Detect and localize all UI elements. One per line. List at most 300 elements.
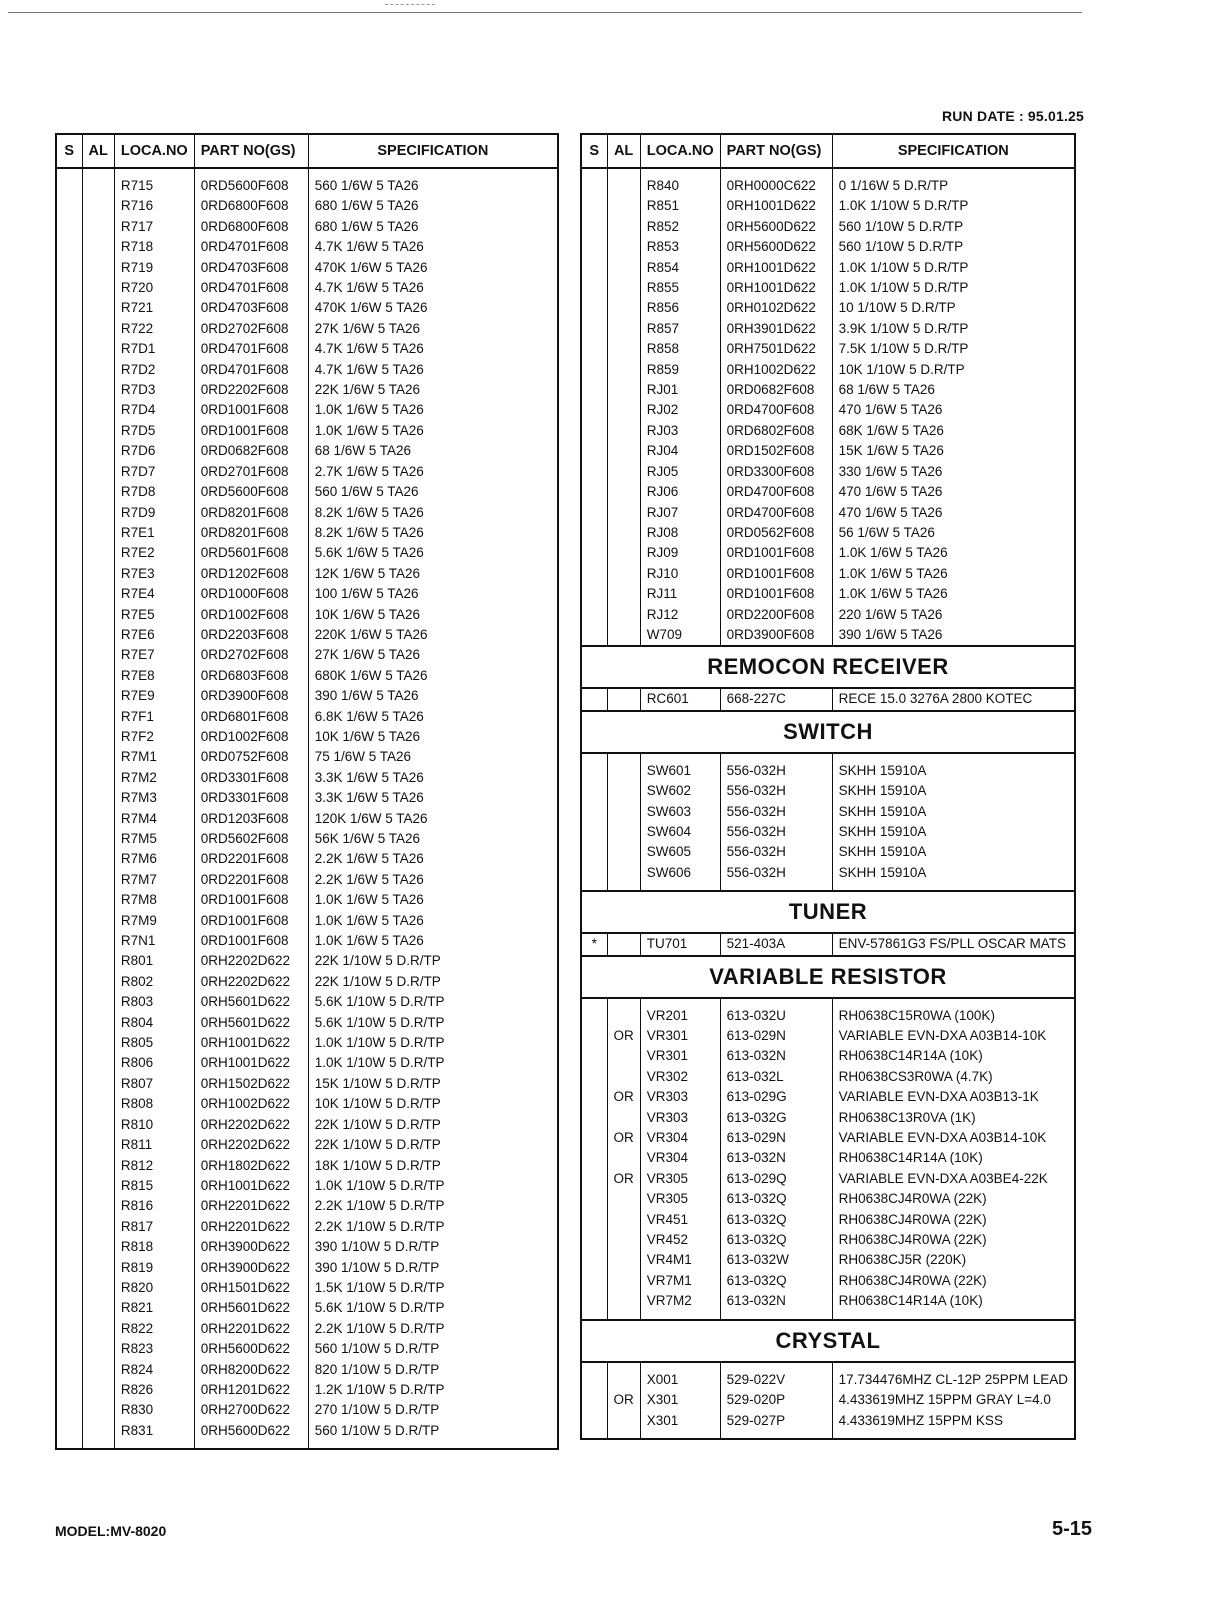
col-header-part: PART NO(GS)	[720, 134, 832, 168]
cell-loca-no: SW602	[640, 781, 720, 801]
cell-al	[607, 1411, 640, 1431]
cell-s	[581, 278, 607, 298]
cell-al	[82, 645, 114, 665]
cell-specification: 1.0K 1/6W 5 TA26	[832, 584, 1075, 604]
cell-al	[82, 339, 114, 359]
cell-s	[56, 503, 82, 523]
col-header-part: PART NO(GS)	[194, 134, 308, 168]
cell-specification: 2.2K 1/6W 5 TA26	[308, 870, 558, 890]
cell-s	[56, 1360, 82, 1380]
cell-al	[82, 217, 114, 237]
cell-part-no: 613-032G	[720, 1108, 832, 1128]
cell-part-no: 0RD4703F608	[194, 258, 308, 278]
spacer-cell	[640, 1362, 720, 1370]
spacer-cell	[82, 168, 114, 176]
cell-part-no: 0RD5600F608	[194, 176, 308, 196]
cell-loca-no: R830	[114, 1400, 194, 1420]
cell-al	[607, 360, 640, 380]
cell-loca-no: R7E5	[114, 605, 194, 625]
cell-al	[607, 462, 640, 482]
cell-s	[581, 1046, 607, 1066]
table-row	[56, 258, 558, 278]
cell-loca-no: X301	[640, 1411, 720, 1431]
cell-part-no: 0RH1002D622	[194, 1094, 308, 1114]
cell-s	[56, 788, 82, 808]
cell-loca-no: R7D7	[114, 462, 194, 482]
col-header-loca: LOCA.NO	[640, 134, 720, 168]
table-row	[56, 747, 558, 767]
cell-part-no: 0RD1000F608	[194, 584, 308, 604]
spacer-row	[581, 1312, 1075, 1320]
cell-loca-no: R819	[114, 1258, 194, 1278]
cell-specification: 1.0K 1/6W 5 TA26	[308, 421, 558, 441]
cell-specification: 56K 1/6W 5 TA26	[308, 829, 558, 849]
cell-al	[82, 1339, 114, 1359]
spacer-cell	[640, 753, 720, 761]
cell-s	[581, 196, 607, 216]
cell-loca-no: RC601	[640, 688, 720, 710]
cell-loca-no: X001	[640, 1370, 720, 1390]
cell-loca-no: VR4M1	[640, 1250, 720, 1270]
cell-loca-no: R7E2	[114, 543, 194, 563]
cell-specification: 100 1/6W 5 TA26	[308, 584, 558, 604]
cell-loca-no: VR452	[640, 1230, 720, 1250]
cell-s	[56, 176, 82, 196]
spacer-cell	[832, 1362, 1075, 1370]
cell-s	[581, 421, 607, 441]
cell-part-no: 556-032H	[720, 842, 832, 862]
spacer-cell	[114, 168, 194, 176]
cell-specification: SKHH 15910A	[832, 842, 1075, 862]
table-row	[581, 1230, 1075, 1250]
cell-specification: 10K 1/10W 5 D.R/TP	[832, 360, 1075, 380]
cell-loca-no: R807	[114, 1074, 194, 1094]
cell-al	[607, 1189, 640, 1209]
cell-part-no: 0RD4703F608	[194, 298, 308, 318]
cell-specification: 22K 1/10W 5 D.R/TP	[308, 951, 558, 971]
cell-loca-no: R803	[114, 992, 194, 1012]
table-row	[581, 258, 1075, 278]
spacer-cell	[640, 1431, 720, 1439]
cell-s	[56, 1013, 82, 1033]
cell-al	[607, 564, 640, 584]
cell-loca-no: RJ05	[640, 462, 720, 482]
table-row	[581, 1087, 1075, 1107]
section-title: CRYSTAL	[581, 1320, 1075, 1362]
spacer-cell	[581, 883, 607, 891]
cell-specification: 6.8K 1/6W 5 TA26	[308, 707, 558, 727]
cell-part-no: 0RH0102D622	[720, 298, 832, 318]
cell-specification: 390 1/10W 5 D.R/TP	[308, 1258, 558, 1278]
cell-specification: 680 1/6W 5 TA26	[308, 217, 558, 237]
cell-part-no: 0RD3900F608	[194, 686, 308, 706]
cell-loca-no: VR301	[640, 1046, 720, 1066]
spacer-cell	[308, 168, 558, 176]
table-row	[56, 768, 558, 788]
spacer-cell	[720, 753, 832, 761]
cell-loca-no: RJ07	[640, 503, 720, 523]
spacer-cell	[581, 1312, 607, 1320]
cell-part-no: 0RH1201D622	[194, 1380, 308, 1400]
table-row	[56, 1258, 558, 1278]
section-title: TUNER	[581, 891, 1075, 933]
cell-loca-no: RJ06	[640, 482, 720, 502]
cell-specification: 22K 1/6W 5 TA26	[308, 380, 558, 400]
cell-s	[56, 339, 82, 359]
cell-part-no: 0RD1001F608	[194, 400, 308, 420]
cell-part-no: 0RD1203F608	[194, 809, 308, 829]
cell-s	[56, 1156, 82, 1176]
table-row	[56, 1298, 558, 1318]
cell-s	[56, 890, 82, 910]
cell-part-no: 0RD2203F608	[194, 625, 308, 645]
cell-al	[607, 781, 640, 801]
table-row	[581, 237, 1075, 257]
cell-al	[82, 809, 114, 829]
cell-s	[56, 400, 82, 420]
cell-s	[581, 781, 607, 801]
cell-s	[581, 1411, 607, 1431]
cell-s	[581, 1189, 607, 1209]
cell-s	[56, 727, 82, 747]
cell-specification: 15K 1/10W 5 D.R/TP	[308, 1074, 558, 1094]
cell-al	[82, 1135, 114, 1155]
cell-specification: 2.2K 1/10W 5 D.R/TP	[308, 1319, 558, 1339]
table-row	[56, 931, 558, 951]
table-row	[56, 400, 558, 420]
cell-loca-no: R831	[114, 1421, 194, 1441]
table-row	[581, 278, 1075, 298]
table-row	[56, 1319, 558, 1339]
cell-part-no: 0RD6800F608	[194, 217, 308, 237]
cell-loca-no: R824	[114, 1360, 194, 1380]
cell-s	[56, 645, 82, 665]
col-header-s: S	[56, 134, 82, 168]
cell-part-no: 0RD1001F608	[720, 584, 832, 604]
table-row	[56, 1196, 558, 1216]
cell-specification: SKHH 15910A	[832, 822, 1075, 842]
cell-part-no: 0RH3900D622	[194, 1237, 308, 1257]
table-row	[56, 1156, 558, 1176]
cell-s	[56, 849, 82, 869]
cell-al	[82, 298, 114, 318]
cell-loca-no: R802	[114, 972, 194, 992]
table-row	[56, 829, 558, 849]
cell-part-no: 0RD2702F608	[194, 645, 308, 665]
table-row	[56, 564, 558, 584]
top-rule	[8, 12, 1082, 13]
cell-loca-no: R855	[640, 278, 720, 298]
spacer-cell	[581, 1362, 607, 1370]
cell-s	[581, 258, 607, 278]
cell-loca-no: R811	[114, 1135, 194, 1155]
cell-specification: SKHH 15910A	[832, 761, 1075, 781]
cell-part-no: 529-020P	[720, 1390, 832, 1410]
cell-al	[607, 1230, 640, 1250]
cell-specification: 220K 1/6W 5 TA26	[308, 625, 558, 645]
cell-part-no: 613-032Q	[720, 1271, 832, 1291]
table-row	[56, 1339, 558, 1359]
section-title: REMOCON RECEIVER	[581, 646, 1075, 688]
cell-s	[581, 380, 607, 400]
cell-part-no: 668-227C	[720, 688, 832, 710]
cell-al	[607, 176, 640, 196]
cell-s	[56, 666, 82, 686]
cell-specification: SKHH 15910A	[832, 781, 1075, 801]
cell-loca-no: R7M5	[114, 829, 194, 849]
cell-specification: 560 1/6W 5 TA26	[308, 176, 558, 196]
cell-specification: 470 1/6W 5 TA26	[832, 503, 1075, 523]
cell-al	[82, 972, 114, 992]
model-label: MODEL:MV-8020	[55, 1523, 167, 1539]
cell-part-no: 0RH1802D622	[194, 1156, 308, 1176]
cell-specification: 4.7K 1/6W 5 TA26	[308, 339, 558, 359]
cell-specification: 7.5K 1/10W 5 D.R/TP	[832, 339, 1075, 359]
cell-specification: 4.433619MHZ 15PPM GRAY L=4.0	[832, 1390, 1075, 1410]
cell-loca-no: R7E6	[114, 625, 194, 645]
cell-s	[581, 842, 607, 862]
cell-loca-no: VR303	[640, 1108, 720, 1128]
table-row	[581, 625, 1075, 646]
table-row	[56, 1053, 558, 1073]
spacer-cell	[607, 168, 640, 176]
cell-specification: 1.0K 1/6W 5 TA26	[308, 400, 558, 420]
cell-loca-no: SW603	[640, 802, 720, 822]
cell-specification: RH0638C14R14A (10K)	[832, 1291, 1075, 1311]
cell-specification: 5.6K 1/10W 5 D.R/TP	[308, 992, 558, 1012]
cell-loca-no: R7M4	[114, 809, 194, 829]
cell-al	[82, 1156, 114, 1176]
cell-s	[56, 1380, 82, 1400]
cell-loca-no: R7E7	[114, 645, 194, 665]
cell-al	[82, 360, 114, 380]
cell-specification: 27K 1/6W 5 TA26	[308, 319, 558, 339]
cell-part-no: 0RH1001D622	[720, 196, 832, 216]
spacer-cell	[720, 883, 832, 891]
cell-part-no: 529-027P	[720, 1411, 832, 1431]
table-row	[581, 584, 1075, 604]
cell-loca-no: VR7M2	[640, 1291, 720, 1311]
cell-part-no: 0RD2202F608	[194, 380, 308, 400]
cell-al	[82, 829, 114, 849]
cell-loca-no: RJ09	[640, 543, 720, 563]
cell-loca-no: R7M3	[114, 788, 194, 808]
table-row	[56, 809, 558, 829]
table-row	[56, 890, 558, 910]
cell-al	[607, 1370, 640, 1390]
cell-s	[581, 482, 607, 502]
col-header-spec: SPECIFICATION	[308, 134, 558, 168]
cell-loca-no: R7M1	[114, 747, 194, 767]
cell-part-no: 0RD2201F608	[194, 870, 308, 890]
table-row	[581, 482, 1075, 502]
cell-loca-no: R815	[114, 1176, 194, 1196]
spacer-cell	[720, 1431, 832, 1439]
cell-loca-no: VR201	[640, 1006, 720, 1026]
cell-s	[581, 441, 607, 461]
cell-al	[82, 584, 114, 604]
cell-part-no: 0RD4700F608	[720, 482, 832, 502]
table-row	[581, 360, 1075, 380]
cell-loca-no: VR303	[640, 1087, 720, 1107]
table-row	[581, 1250, 1075, 1270]
cell-loca-no: X301	[640, 1390, 720, 1410]
cell-loca-no: RJ10	[640, 564, 720, 584]
cell-loca-no: VR305	[640, 1189, 720, 1209]
table-row	[581, 176, 1075, 196]
cell-s	[56, 1033, 82, 1053]
spacer-cell	[720, 1362, 832, 1370]
cell-specification: 120K 1/6W 5 TA26	[308, 809, 558, 829]
spacer-row	[581, 1431, 1075, 1439]
cell-loca-no: R852	[640, 217, 720, 237]
cell-loca-no: R7E1	[114, 523, 194, 543]
cell-al	[82, 727, 114, 747]
cell-s	[56, 258, 82, 278]
col-header-spec: SPECIFICATION	[832, 134, 1075, 168]
cell-s	[581, 319, 607, 339]
table-row	[581, 196, 1075, 216]
cell-part-no: 613-029G	[720, 1087, 832, 1107]
cell-al	[82, 441, 114, 461]
cell-specification: VARIABLE EVN-DXA A03B14-10K	[832, 1026, 1075, 1046]
cell-loca-no: R7F2	[114, 727, 194, 747]
cell-loca-no: R7M7	[114, 870, 194, 890]
cell-s	[581, 1370, 607, 1390]
cell-al	[82, 421, 114, 441]
cell-specification: 680 1/6W 5 TA26	[308, 196, 558, 216]
cell-s	[56, 1298, 82, 1318]
table-row	[56, 645, 558, 665]
cell-al	[82, 176, 114, 196]
cell-loca-no: R721	[114, 298, 194, 318]
cell-specification: RH0638C14R14A (10K)	[832, 1046, 1075, 1066]
cell-s	[581, 822, 607, 842]
spacer-row	[581, 998, 1075, 1006]
cell-part-no: 0RD5600F608	[194, 482, 308, 502]
cell-al	[607, 339, 640, 359]
cell-specification: 4.7K 1/6W 5 TA26	[308, 360, 558, 380]
cell-s	[56, 829, 82, 849]
cell-part-no: 521-403A	[720, 933, 832, 955]
cell-s	[581, 1108, 607, 1128]
table-header-row	[56, 134, 558, 168]
cell-part-no: 0RH2201D622	[194, 1217, 308, 1237]
cell-specification: 18K 1/10W 5 D.R/TP	[308, 1156, 558, 1176]
cell-part-no: 0RD2200F608	[720, 605, 832, 625]
cell-al	[82, 686, 114, 706]
table-row	[581, 802, 1075, 822]
table-row	[581, 319, 1075, 339]
cell-part-no: 0RH5600D622	[194, 1339, 308, 1359]
cell-part-no: 0RD6802F608	[720, 421, 832, 441]
parts-table-left	[55, 133, 559, 1450]
cell-loca-no: R7M9	[114, 911, 194, 931]
cell-specification: 470 1/6W 5 TA26	[832, 400, 1075, 420]
cell-s	[581, 360, 607, 380]
cell-specification: 390 1/6W 5 TA26	[832, 625, 1075, 646]
cell-s	[581, 1230, 607, 1250]
cell-al: OR	[607, 1087, 640, 1107]
cell-part-no: 0RD4701F608	[194, 278, 308, 298]
cell-al	[82, 707, 114, 727]
cell-loca-no: R716	[114, 196, 194, 216]
cell-specification: 3.3K 1/6W 5 TA26	[308, 768, 558, 788]
cell-specification: 1.0K 1/6W 5 TA26	[308, 911, 558, 931]
cell-part-no: 0RD4701F608	[194, 339, 308, 359]
cell-al	[607, 237, 640, 257]
cell-loca-no: R720	[114, 278, 194, 298]
cell-loca-no: R7N1	[114, 931, 194, 951]
cell-part-no: 556-032H	[720, 761, 832, 781]
spacer-cell	[640, 1312, 720, 1320]
cell-s	[56, 237, 82, 257]
cell-loca-no: R718	[114, 237, 194, 257]
cell-specification: 390 1/6W 5 TA26	[308, 686, 558, 706]
cell-al	[607, 482, 640, 502]
cell-s	[56, 931, 82, 951]
cell-s	[56, 360, 82, 380]
cell-al	[82, 951, 114, 971]
parts-table-left-body	[56, 168, 558, 1449]
cell-al	[82, 196, 114, 216]
cell-specification: 0 1/16W 5 D.R/TP	[832, 176, 1075, 196]
spacer-row	[581, 1362, 1075, 1370]
cell-specification: 15K 1/6W 5 TA26	[832, 441, 1075, 461]
cell-specification: 68K 1/6W 5 TA26	[832, 421, 1075, 441]
cell-part-no: 0RH8200D622	[194, 1360, 308, 1380]
table-row	[56, 360, 558, 380]
cell-al	[82, 278, 114, 298]
cell-loca-no: R7M2	[114, 768, 194, 788]
cell-loca-no: RJ02	[640, 400, 720, 420]
cell-part-no: 0RD4701F608	[194, 360, 308, 380]
cell-part-no: 0RD6800F608	[194, 196, 308, 216]
cell-part-no: 0RD1202F608	[194, 564, 308, 584]
cell-part-no: 0RD1001F608	[720, 543, 832, 563]
cell-part-no: 556-032H	[720, 822, 832, 842]
spacer-row	[56, 168, 558, 176]
cell-loca-no: R822	[114, 1319, 194, 1339]
cell-loca-no: R7E3	[114, 564, 194, 584]
cell-loca-no: R826	[114, 1380, 194, 1400]
table-row	[581, 842, 1075, 862]
spacer-cell	[581, 1431, 607, 1439]
cell-al	[82, 503, 114, 523]
cell-s	[581, 1291, 607, 1311]
cell-loca-no: RJ11	[640, 584, 720, 604]
cell-s	[56, 605, 82, 625]
cell-s	[56, 543, 82, 563]
cell-s	[581, 400, 607, 420]
cell-s	[56, 1421, 82, 1441]
parts-table-right-body	[581, 168, 1075, 1439]
cell-specification: 1.0K 1/10W 5 D.R/TP	[308, 1033, 558, 1053]
section-title: VARIABLE RESISTOR	[581, 956, 1075, 998]
cell-specification: 1.0K 1/10W 5 D.R/TP	[308, 1176, 558, 1196]
cell-loca-no: R857	[640, 319, 720, 339]
cell-specification: 1.0K 1/10W 5 D.R/TP	[832, 258, 1075, 278]
spacer-cell	[607, 1312, 640, 1320]
cell-part-no: 0RD8201F608	[194, 523, 308, 543]
cell-loca-no: VR302	[640, 1067, 720, 1087]
cell-s	[56, 482, 82, 502]
cell-al	[82, 1013, 114, 1033]
table-row	[56, 176, 558, 196]
cell-specification: 470K 1/6W 5 TA26	[308, 258, 558, 278]
page-number: 5-15	[1052, 1518, 1093, 1540]
cell-loca-no: R805	[114, 1033, 194, 1053]
